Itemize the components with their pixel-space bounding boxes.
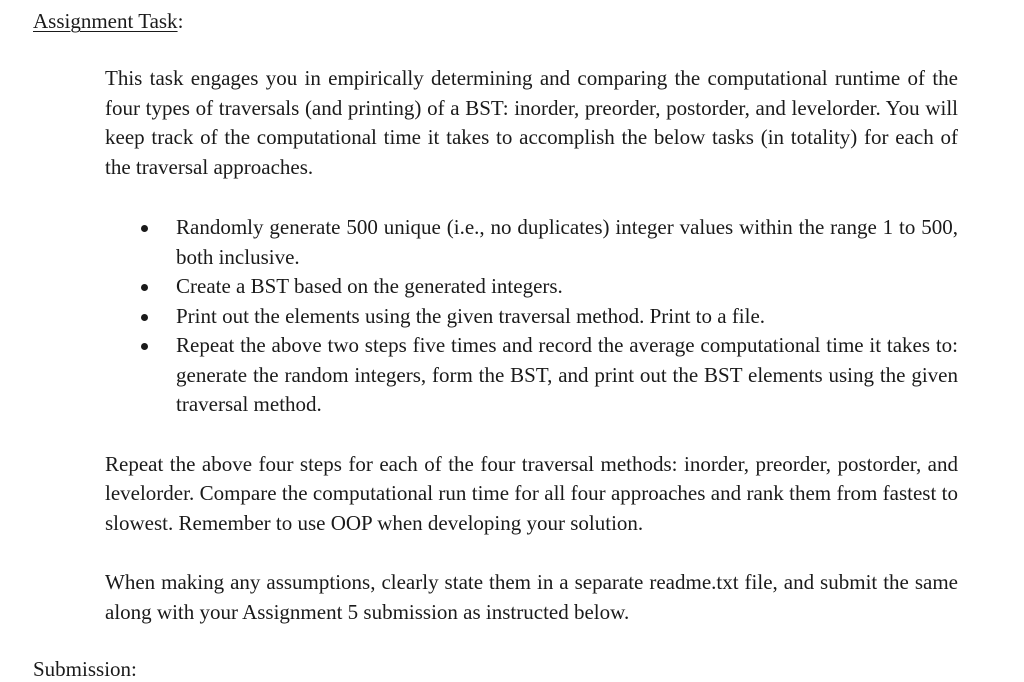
- list-item-text: Create a BST based on the generated integers.: [176, 274, 563, 298]
- section-heading: [33, 8, 183, 34]
- list-item: [105, 213, 958, 272]
- repeat-paragraph: Repeat the above four steps for each of the four traversal methods: inorder, preorder, postorder, and levelorder. Compare the computational run time for all four approaches and rank them from fastest to slowest. Remember to use OOP when developing your solution.: [105, 451, 958, 535]
- bullet-icon: [141, 225, 148, 232]
- list-item-text: Randomly generate 500 unique (i.e., no duplicates) integer values within the range 1 to 500, both inclusive.: [176, 215, 958, 269]
- section-heading-label: Assignment Task: [33, 9, 178, 33]
- task-content: [105, 64, 958, 627]
- bullet-icon: [141, 284, 148, 291]
- section-heading-colon: :: [177, 9, 184, 33]
- next-section-heading: Submission:: [33, 657, 137, 681]
- bullet-icon: [141, 343, 148, 350]
- list-item: [105, 302, 958, 332]
- bullet-icon: [141, 314, 148, 321]
- intro-paragraph: This task engages you in empirically determining and comparing the computational runtime of the four types of traversals (and printing) of a BST: inorder, preorder, postorder, and levelorder. You will keep track of the computational time it takes to accomplish the below tasks (in totality) for each of the traversal approaches.: [105, 66, 958, 179]
- task-steps-list: [105, 213, 958, 420]
- list-item: [105, 272, 958, 302]
- list-item: [105, 331, 958, 420]
- list-item-text: Repeat the above two steps five times and record the average computational time it takes to: generate the random integers, form the BST, and print out the BST elements using the given traversal method.: [176, 333, 958, 416]
- assumptions-paragraph: When making any assumptions, clearly state them in a separate readme.txt file, and submit the same along with your Assignment 5 submission as instructed below.: [105, 570, 958, 624]
- list-item-text: Print out the elements using the given traversal method. Print to a file.: [176, 303, 766, 328]
